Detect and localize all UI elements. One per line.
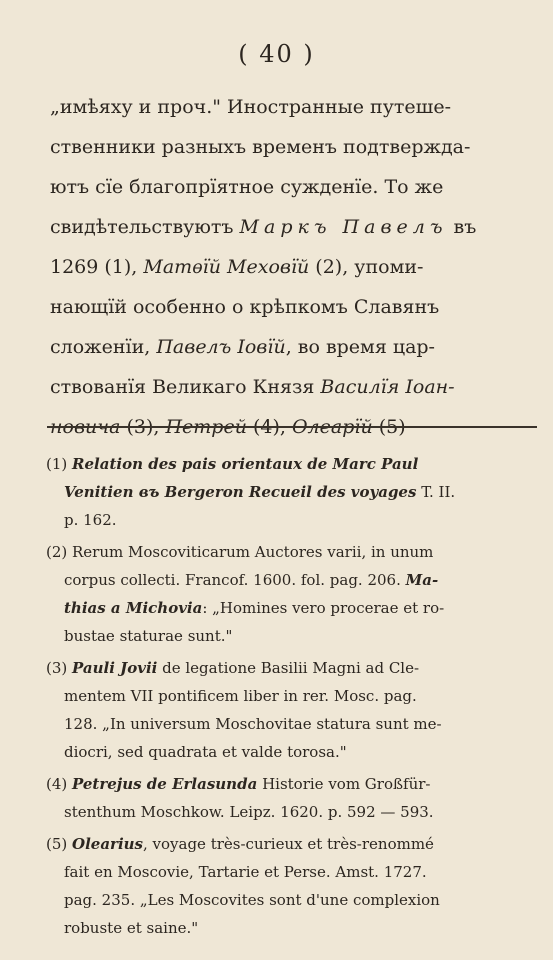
text-segment: , во время цар- xyxy=(285,336,435,358)
footnote-1-line-1 xyxy=(46,450,542,478)
footnote-marker: (4) xyxy=(46,775,73,793)
name-marco-polo: Маркъ Павелъ xyxy=(239,216,448,238)
name-olearius: Олеарїй xyxy=(291,416,373,438)
name-vasily-ioannovich: Василїя Іоан- xyxy=(320,376,455,398)
footnote-author: thias a Michovia xyxy=(64,599,203,617)
footnote-author: Ma- xyxy=(405,571,439,589)
text-segment: (3), xyxy=(120,416,166,438)
footnote-3-line-4: diocri, sed quadrata et valde torosa." xyxy=(64,743,347,761)
footnote-author: Petrejus de Erlasunda xyxy=(72,775,258,793)
footnote-marker: (5) xyxy=(46,835,73,853)
name-petrejus: Петрей xyxy=(165,416,247,438)
text-segment: Historie vom Großfür- xyxy=(257,775,431,793)
footnote-5-line-1 xyxy=(46,830,542,858)
footnote-divider xyxy=(47,426,537,428)
footnote-author: Olearius xyxy=(72,835,143,853)
text-line-6: нающїй особенно о крѣпкомъ Славянъ xyxy=(50,296,440,318)
text-line-2: ственники разныхъ временъ подтвержда- xyxy=(50,136,471,158)
footnote-title: Relation des pais orientaux de Marc Paul xyxy=(72,455,419,473)
footnote-marker: (1) xyxy=(46,455,73,473)
footnote-4-line-1 xyxy=(46,770,542,798)
footnote-5-line-2: fait en Moscovie, Tartarie et Perse. Amst. 1727. xyxy=(64,863,427,881)
text-line-7 xyxy=(50,327,542,367)
text-line-4 xyxy=(50,207,542,247)
text-line-1: „имѣяху и проч." Иностранные путеше- xyxy=(50,96,451,118)
text-segment: 1269 (1), xyxy=(50,256,144,278)
footnote-2-line-4: bustae staturae sunt." xyxy=(64,627,233,645)
text-segment: T. II. xyxy=(416,483,456,501)
footnote-marker: (3) xyxy=(46,659,73,677)
text-line-5 xyxy=(50,247,542,287)
footnote-2-line-2 xyxy=(46,566,542,594)
name-vasily-ioannovich-end: новича xyxy=(50,416,121,438)
footnote-3-line-1 xyxy=(46,654,542,682)
footnote-author: Pauli Jovii xyxy=(72,659,158,677)
text-segment: corpus collecti. Francof. 1600. fol. pag. 206. xyxy=(64,571,406,589)
name-paulus-jovius: Павелъ Іовїй xyxy=(156,336,286,358)
text-line-3: ютъ сїе благопрїятное сужденїе. То же xyxy=(50,176,444,198)
footnote-5-line-3: pag. 235. „Les Moscovites sont d'une complexion xyxy=(64,891,440,909)
main-text xyxy=(50,87,542,447)
footnote-2-line-1: (2) Rerum Moscoviticarum Auctores varii, in unum xyxy=(46,543,434,561)
footnote-1-line-3: p. 162. xyxy=(64,511,117,529)
text-segment: свидѣтельствуютъ xyxy=(50,216,240,238)
footnote-title: Venitien въ Bergeron Recueil des voyages xyxy=(64,483,417,501)
text-segment: de legatione Basilii Magni ad Cle- xyxy=(157,659,420,677)
text-line-8 xyxy=(50,367,542,407)
name-mathias-michovius: Матѳїй Меховїй xyxy=(143,256,310,278)
text-segment: (5) xyxy=(372,416,406,438)
text-segment: (4), xyxy=(246,416,292,438)
footnote-1-line-2 xyxy=(46,478,542,506)
text-segment: , voyage très-curieux et très-renommé xyxy=(143,835,434,853)
page-number: ( 40 ) xyxy=(238,40,315,68)
footnote-4-line-2: stenthum Moschkow. Leipz. 1620. p. 592 — 593. xyxy=(64,803,434,821)
text-segment: : „Homines vero procerae et ro- xyxy=(202,599,445,617)
footnote-3-line-2: mentem VII pontificem liber in rer. Mosc. pag. xyxy=(64,687,417,705)
text-segment: въ xyxy=(447,216,477,238)
footnote-5-line-4: robuste et saine." xyxy=(64,919,199,937)
footnote-2-line-3 xyxy=(46,594,542,622)
text-segment: (2), упоми- xyxy=(309,256,424,278)
text-segment: сложенїи, xyxy=(50,336,157,358)
text-segment: ствованїя Великаго Князя xyxy=(50,376,321,398)
footnote-3-line-3: 128. „In universum Moschovitae statura sunt me- xyxy=(64,715,442,733)
footnotes xyxy=(46,450,542,942)
